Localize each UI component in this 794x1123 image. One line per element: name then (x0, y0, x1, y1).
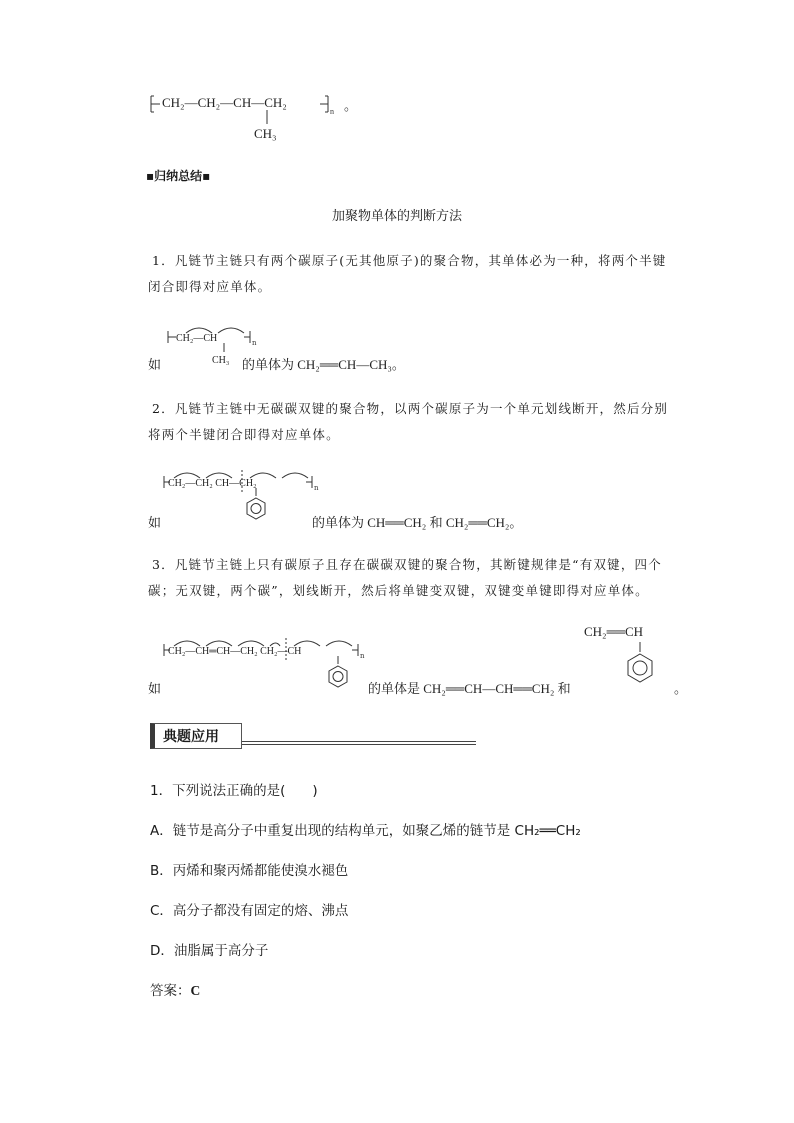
rule2-structure-diagram (162, 468, 332, 528)
rule3-example (148, 622, 688, 696)
rule3-paragraph (150, 552, 690, 604)
rule1-diagram-branch: CH₃ (212, 355, 230, 366)
polymer-methyl-branch: CH₃ (254, 126, 277, 141)
rule2-example-prefix: 如 (148, 516, 162, 531)
rule1-example-result: 的单体为 CH₂══CH—CH₃。 (242, 357, 405, 372)
section-header (150, 723, 476, 749)
answer-value: C (190, 983, 201, 998)
option-c: C．高分子都没有固定的熔、沸点 (150, 903, 349, 919)
rule3-example-prefix: 如 (148, 682, 162, 697)
styrene-benzene-ring (584, 624, 664, 694)
svg-text:n: n (314, 484, 319, 492)
rule3-line1: 3．凡链节主链上只有碳原子且存在碳碳双键的聚合物，其断键规律是“有双键，四个 (152, 557, 662, 572)
option-a: A．链节是高分子中重复出现的结构单元，如聚乙烯的链节是 CH₂══CH₂ (150, 823, 581, 839)
rule2-diagram-chain: CH₂—CH₂ CH—CH₂ (168, 478, 257, 489)
styrene-structure (584, 624, 664, 694)
rule3-structure-diagram (162, 636, 372, 706)
option-d: D．油脂属于高分子 (150, 943, 269, 959)
section-header-label: 典题应用 (150, 723, 242, 749)
formula-period: 。 (344, 98, 358, 113)
svg-text:n: n (252, 339, 257, 347)
top-polymer-formula (148, 92, 368, 144)
rule2-example (148, 468, 608, 530)
rule1-example-prefix: 如 (148, 358, 162, 373)
rule3-example-end: 。 (674, 681, 688, 696)
rule1-diagram-chain: CH₂—CH (176, 333, 218, 344)
rule3-example-result: 的单体是 CH₂══CH—CH══CH₂ 和 (368, 681, 571, 696)
rule1-example (148, 325, 568, 373)
rule2-example-result: 的单体为 CH══CH₂ 和 CH₂══CH₂。 (312, 515, 523, 530)
styrene-label: CH₂══CH (584, 624, 644, 639)
rule3-line2: 碳；无双键，两个碳”，划线断开，然后将单键变双键，双键变单键即得对应单体。 (148, 583, 649, 598)
question-stem: 1．下列说法正确的是( ) (150, 783, 318, 799)
svg-text:n: n (330, 107, 334, 116)
polymer-main-chain: CH₂—CH₂—CH—CH₂ (162, 95, 287, 110)
section-header-rule-upper (242, 741, 476, 742)
method-title: 加聚物单体的判断方法 (331, 209, 462, 224)
section-header-rule-lower (242, 744, 476, 745)
option-b: B．丙烯和聚丙烯都能使溴水褪色 (150, 863, 349, 879)
rule1-line1: 1．凡链节主链只有两个碳原子(无其他原子)的聚合物，其单体必为一种，将两个半键 (152, 253, 667, 268)
answer-line (150, 979, 200, 999)
rule3-diagram-chain: CH₂—CH═CH—CH₂ CH₂—CH (168, 646, 302, 657)
rule1-line2: 闭合即得对应单体。 (148, 279, 272, 294)
svg-text:n: n (360, 652, 365, 660)
rule2-line1: 2．凡链节主链中无碳碳双键的聚合物，以两个碳原子为一个单元划线断开，然后分别 (152, 401, 669, 416)
summary-tag: ▪归纳总结▪ (146, 169, 211, 183)
answer-label: 答案： (150, 983, 191, 999)
rule2-line2: 将两个半键闭合即得对应单体。 (148, 427, 340, 442)
rule2-paragraph (150, 396, 690, 448)
rule1-paragraph (150, 248, 690, 300)
